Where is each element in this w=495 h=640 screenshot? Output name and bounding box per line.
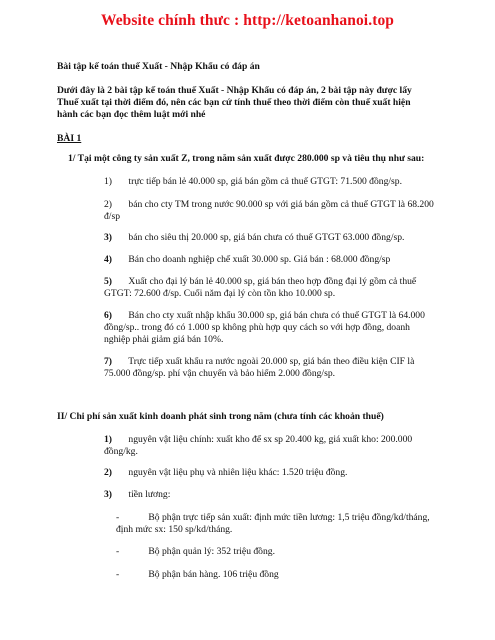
item-text: tiền lương: [128, 489, 171, 500]
item-number: 2) [104, 467, 112, 478]
document-heading: Bài tập kế toán thuế Xuất - Nhập Khẩu có đáp án [57, 61, 260, 72]
item-number: 4) [104, 254, 112, 265]
item-text-cont: đ/sp [104, 211, 120, 222]
sub-item [116, 569, 279, 581]
list-item [104, 310, 425, 322]
dash-bullet: - [116, 569, 120, 580]
sub-item [116, 546, 275, 558]
sub-item-text-cont: định mức sx: 150 sp/kd/tháng. [116, 524, 233, 535]
item-number: 3) [104, 232, 112, 243]
intro-line-3: hành các bạn đọc thêm luật mới nhé [57, 109, 206, 120]
section-title: BÀI 1 [57, 133, 82, 144]
list-item [104, 199, 434, 211]
list-item [104, 467, 347, 479]
item-number: 5) [104, 276, 112, 287]
item-text: nguyên vật liệu phụ và nhiên liệu khác: 1.520 triệu đồng. [128, 467, 348, 478]
item-number: 2) [104, 199, 112, 210]
list-item [104, 232, 404, 244]
list-item [104, 434, 412, 446]
item-text: Trực tiếp xuất khẩu ra nước ngoài 20.000 sp, giá bán theo điều kiện CIF là [128, 356, 415, 367]
intro-line-1: Dưới đây là 2 bài tập kế toán thuế Xuất - Nhập Khẩu có đáp án, 2 bài tập này được lấy [57, 85, 412, 96]
item-text: bán cho siêu thị 20.000 sp, giá bán chưa có thuế GTGT 63.000 đồng/sp. [128, 232, 405, 243]
item-text: trực tiếp bán lẻ 40.000 sp, giá bán gồm cả thuế GTGT: 71.500 đồng/sp. [128, 176, 402, 187]
item-text: bán cho cty TM trong nước 90.000 sp với giá bán gồm cả thuế GTGT là 68.200 [128, 199, 434, 210]
item-number: 1) [104, 176, 112, 187]
item-text-cont: nghiệp phải giảm giá bán 10%. [104, 334, 224, 345]
website-banner: Website chính thưc : http://ketoanhanoi.top [100, 12, 395, 29]
list-item [104, 489, 170, 501]
item-number: 7) [104, 356, 112, 367]
item-text-cont: GTGT: 72.600 đ/sp. Cuối năm đại lý còn tồn kho 10.000 sp. [104, 288, 336, 299]
item-text: Xuất cho đại lý bán lẻ 40.000 sp, giá bán theo hợp đồng đại lý gồm cả thuế [128, 276, 417, 287]
list-item [104, 254, 390, 266]
item-text-cont: đồng/sp.. trong đó có 1.000 sp không phù hợp quy cách so với hợp đồng, doanh [104, 322, 410, 333]
sub-item-text: Bộ phận bán hàng. 106 triệu đồng [148, 569, 279, 580]
intro-line-2: Thuế xuất tại thời điểm đó, nên các bạn cứ tính thuế theo thời điểm còn thuế xuất hiện [57, 97, 411, 108]
list-item [104, 276, 416, 288]
item-number: 3) [104, 489, 112, 500]
item-text: Bán cho cty xuất nhập khẩu 30.000 sp, giá bán chưa có thuế GTGT là 64.000 [128, 310, 425, 321]
sub-item-text: Bộ phận trực tiếp sản xuất: định mức tiền lương: 1,5 triệu đồng/kd/tháng, [148, 512, 430, 523]
item-text-cont: đồng/kg. [104, 446, 138, 457]
item-number: 1) [104, 434, 112, 445]
item-text: nguyên vật liệu chính: xuất kho để sx sp 20.400 kg, giá xuất kho: 200.000 [128, 434, 413, 445]
part2-title: II/ Chi phí sản xuất kinh doanh phát sinh trong năm (chưa tính các khoản thuế) [57, 411, 384, 422]
dash-bullet: - [116, 546, 120, 557]
sub-item [116, 512, 430, 524]
part1-title: 1/ Tại một công ty sản xuất Z, trong năm sản xuất được 280.000 sp và tiêu thụ như sau: [68, 153, 425, 164]
sub-item-text: Bộ phận quản lý: 352 triệu đồng. [148, 546, 275, 557]
item-text-cont: 75.000 đồng/sp. phí vận chuyển và bảo hiểm 2.000 đồng/sp. [104, 368, 336, 379]
item-number: 6) [104, 310, 112, 321]
item-text: Bán cho doanh nghiệp chế xuất 30.000 sp. Giá bán : 68.000 đồng/sp [128, 254, 391, 265]
dash-bullet: - [116, 512, 120, 523]
list-item [104, 176, 402, 188]
list-item [104, 356, 414, 368]
